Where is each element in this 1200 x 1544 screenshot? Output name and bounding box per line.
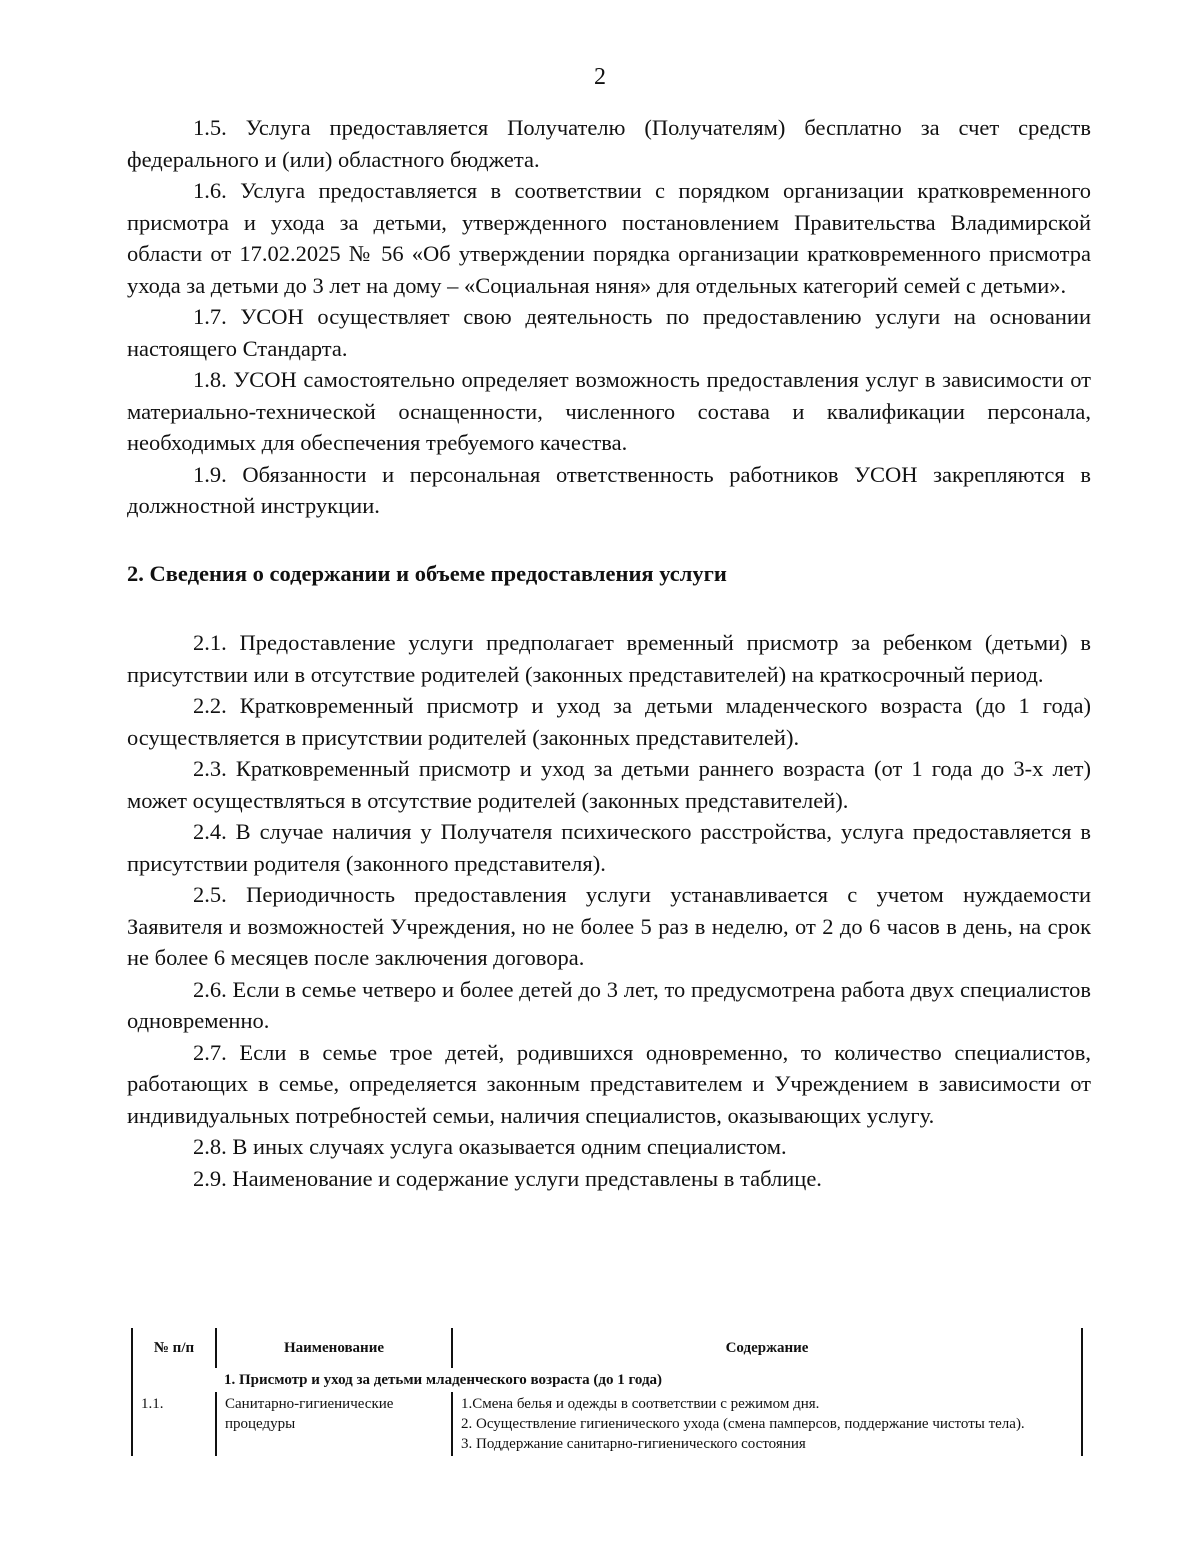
row-content xyxy=(452,1392,1082,1456)
paragraph-1-8: 1.8. УСОН самостоятельно определяет возможность предоставления услуг в зависимости от материально-технической оснащенности, численного состава и квалификации персонала, необходимых для обеспечения требуемого качества. xyxy=(127,367,1091,455)
paragraph-2-2: 2.2. Кратковременный присмотр и уход за детьми младенческого возраста (до 1 года) осуществляется в присутствии родителей (законных представителей). xyxy=(127,693,1091,750)
paragraph-1-9: 1.9. Обязанности и персональная ответственность работников УСОН закрепляются в должностной инструкции. xyxy=(127,461,1091,518)
section-2-title: 2. Сведения о содержании и объеме предоставления услуги xyxy=(127,560,727,586)
header-content: Содержание xyxy=(452,1328,1082,1368)
paragraph-1-6: 1.6. Услуга предоставляется в соответствии с порядком организации кратковременного присмотра и ухода за детьми, утвержденного постановлением Правительства Владимирской области от 17.02.2025 № 56 «Об утверждении порядка организации кратковременного присмотра ухода за детьми до 3 лет на дому – «Социальная няня» для отдельных категорий семей с детьми». xyxy=(127,178,1091,298)
paragraph-2-6: 2.6. Если в семье четверо и более детей до 3 лет, то предусмотрена работа двух специалистов одновременно. xyxy=(127,976,1091,1033)
list-item: 1.Смена белья и одежды в соответствии с режимом дня. xyxy=(461,1396,820,1412)
table-header-row xyxy=(132,1328,1082,1368)
header-name: Наименование xyxy=(216,1328,452,1368)
header-num: № п/п xyxy=(132,1328,216,1368)
paragraph-1-5: 1.5. Услуга предоставляется Получателю (Получателям) бесплатно за счет средств федерального и (или) областного бюджета. xyxy=(127,115,1091,172)
table-row xyxy=(132,1392,1082,1456)
services-table xyxy=(131,1328,1083,1456)
paragraph-2-5: 2.5. Периодичность предоставления услуги устанавливается с учетом нуждаемости Заявителя и возможностей Учреждения, но не более 5 раз в неделю, от 2 до 6 часов в день, на срок не более 6 месяцев после заключения договора. xyxy=(127,882,1091,970)
paragraph-2-7: 2.7. Если в семье трое детей, родившихся одновременно, то количество специалистов, работающих в семье, определяется законным представителем и Учреждением в зависимости от индивидуальных потребностей семьи, наличия специалистов, оказывающих услугу. xyxy=(127,1039,1091,1128)
paragraph-2-1: 2.1. Предоставление услуги предполагает временный присмотр за ребенком (детьми) в присутствии или в отсутствие родителей (законных представителей) на краткосрочный период. xyxy=(127,630,1091,687)
group-num-cell xyxy=(132,1368,216,1392)
paragraph-2-3: 2.3. Кратковременный присмотр и уход за детьми раннего возраста (от 1 года до 3-х лет) может осуществляться в отсутствие родителей (законных представителей). xyxy=(127,756,1091,813)
paragraph-2-8: 2.8. В иных случаях услуга оказывается одним специалистом. xyxy=(193,1134,787,1159)
paragraph-2-4: 2.4. В случае наличия у Получателя психического расстройства, услуга предоставляется в присутствии родителя (законного представителя). xyxy=(127,819,1091,876)
row-name: Санитарно-гигиенические процедуры xyxy=(216,1392,452,1456)
list-item: 3. Поддержание санитарно-гигиенического состояния xyxy=(461,1436,806,1452)
document-body xyxy=(127,112,1091,1194)
list-item: 2. Осуществление гигиенического ухода (смена памперсов, поддержание чистоты тела). xyxy=(461,1416,1025,1432)
row-num: 1.1. xyxy=(132,1392,216,1456)
page-number: 2 xyxy=(594,64,606,90)
table-group-row xyxy=(132,1368,1082,1392)
group-title: 1. Присмотр и уход за детьми младенческого возраста (до 1 года) xyxy=(216,1368,1082,1392)
row-content-list xyxy=(461,1394,1073,1454)
paragraph-1-7: 1.7. УСОН осуществляет свою деятельность по предоставлению услуги на основании настоящего Стандарта. xyxy=(127,304,1091,361)
paragraph-2-9: 2.9. Наименование и содержание услуги представлены в таблице. xyxy=(193,1165,822,1191)
